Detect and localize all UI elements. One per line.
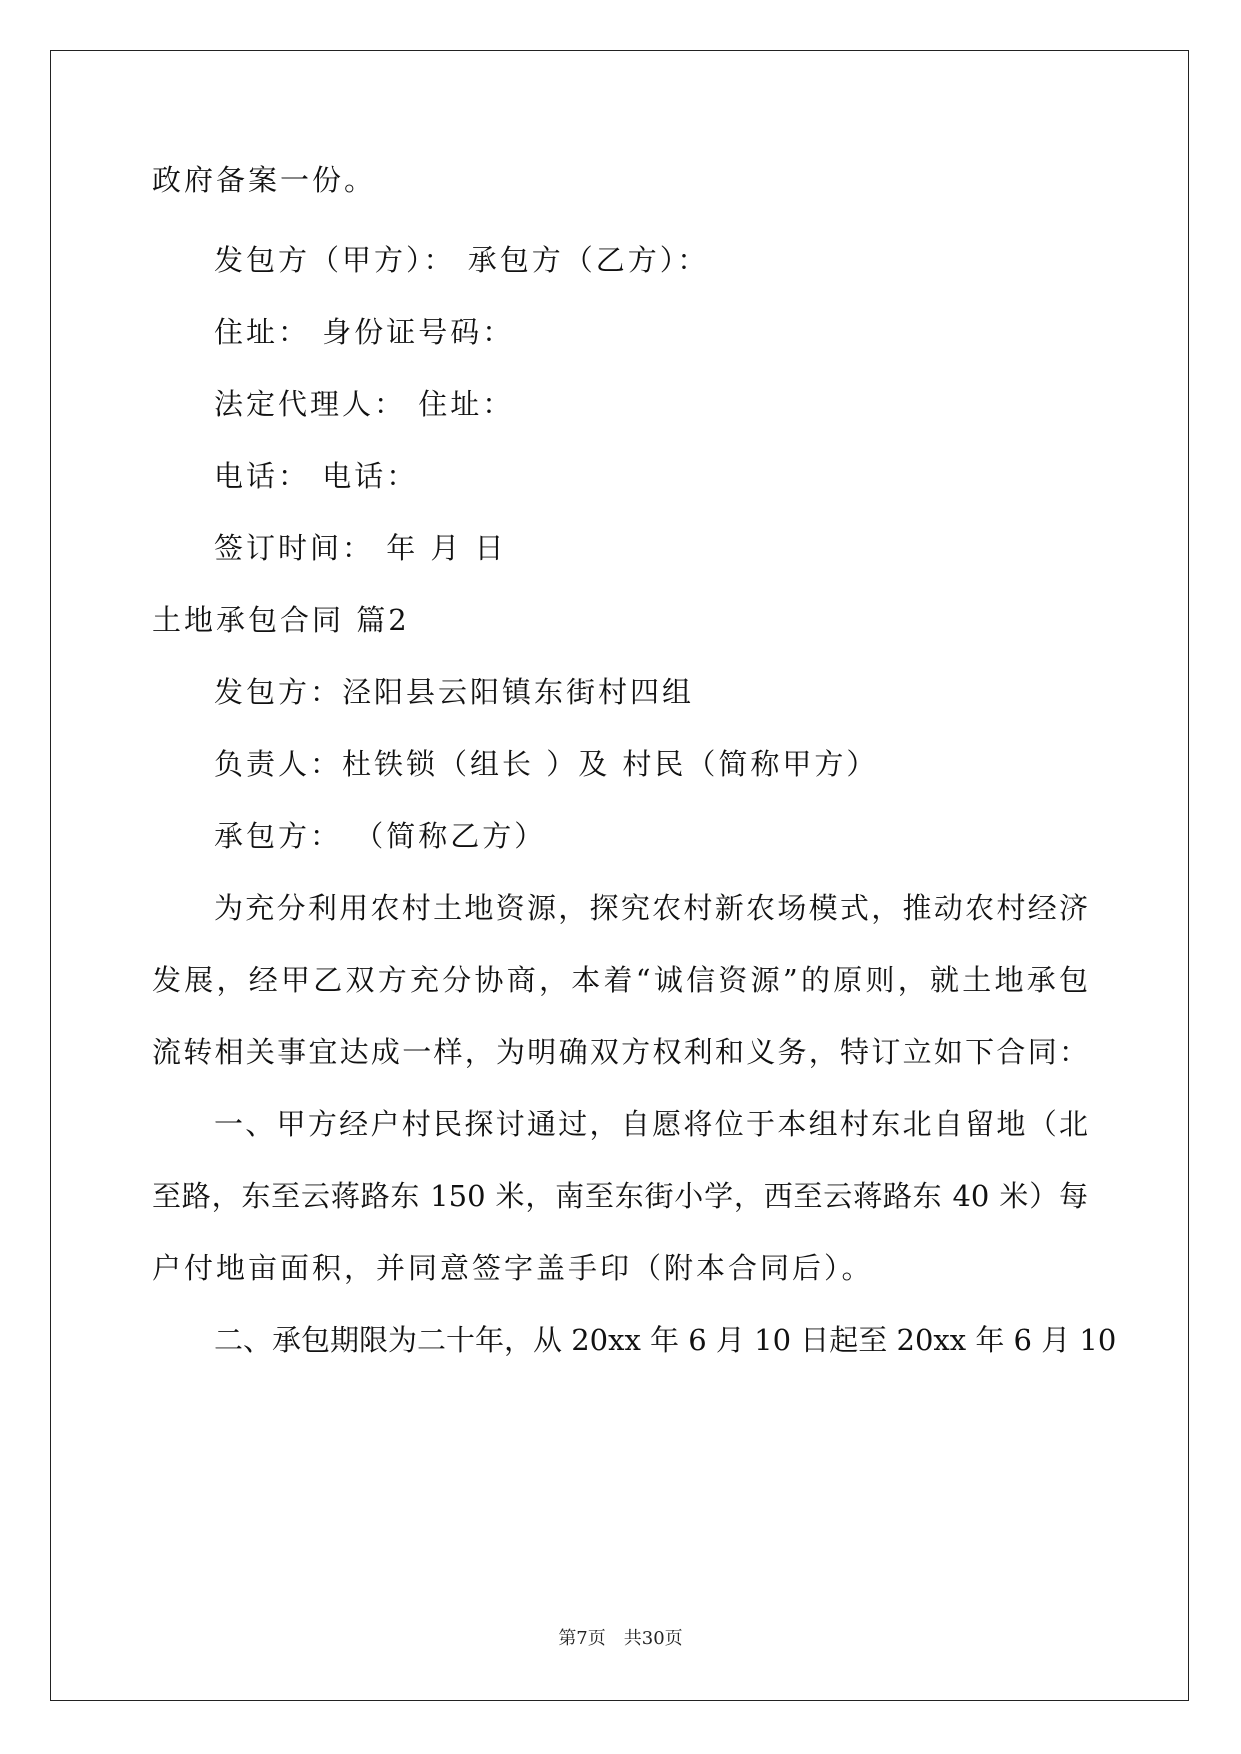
text-line: 负责人：杜铁锁（组长 ）及 村民（简称甲方）: [214, 747, 879, 781]
text-line: 至路，东至云蒋路东 150 米，南至东街小学，西至云蒋路东 40 米）每: [152, 1179, 1088, 1213]
text-line: 发展，经甲乙双方充分协商，本着“诚信资源”的原则，就土地承包: [152, 963, 1088, 997]
text-line: 住址： 身份证号码：: [214, 315, 515, 349]
text-line: 户付地亩面积，并同意签字盖手印（附本合同后）。: [152, 1251, 874, 1285]
text-line: 法定代理人： 住址：: [214, 387, 515, 421]
text-line: 二、承包期限为二十年，从 20xx 年 6 月 10 日起至 20xx 年 6 月 10: [214, 1323, 1117, 1357]
text-line: 签订时间： 年 月 日: [214, 531, 507, 565]
section-heading: 土地承包合同 篇2: [152, 603, 410, 637]
page-border: [50, 50, 1189, 1701]
text-line: 流转相关事宜达成一样，为明确双方权利和义务，特订立如下合同：: [152, 1035, 1088, 1069]
text-line: 政府备案一份。: [152, 163, 377, 197]
text-line: 为充分利用农村土地资源，探究农村新农场模式，推动农村经济: [214, 891, 1088, 925]
text-line: 发包方：泾阳县云阳镇东街村四组: [214, 675, 695, 709]
text-line: 电话： 电话：: [214, 459, 419, 493]
page-footer: 第7页 共30页: [558, 1628, 683, 1649]
text-line: 一、甲方经户村民探讨通过，自愿将位于本组村东北自留地（北: [214, 1107, 1088, 1141]
text-line: 承包方： （简称乙方）: [214, 819, 547, 853]
text-line: 发包方（甲方）： 承包方（乙方）：: [214, 243, 710, 277]
